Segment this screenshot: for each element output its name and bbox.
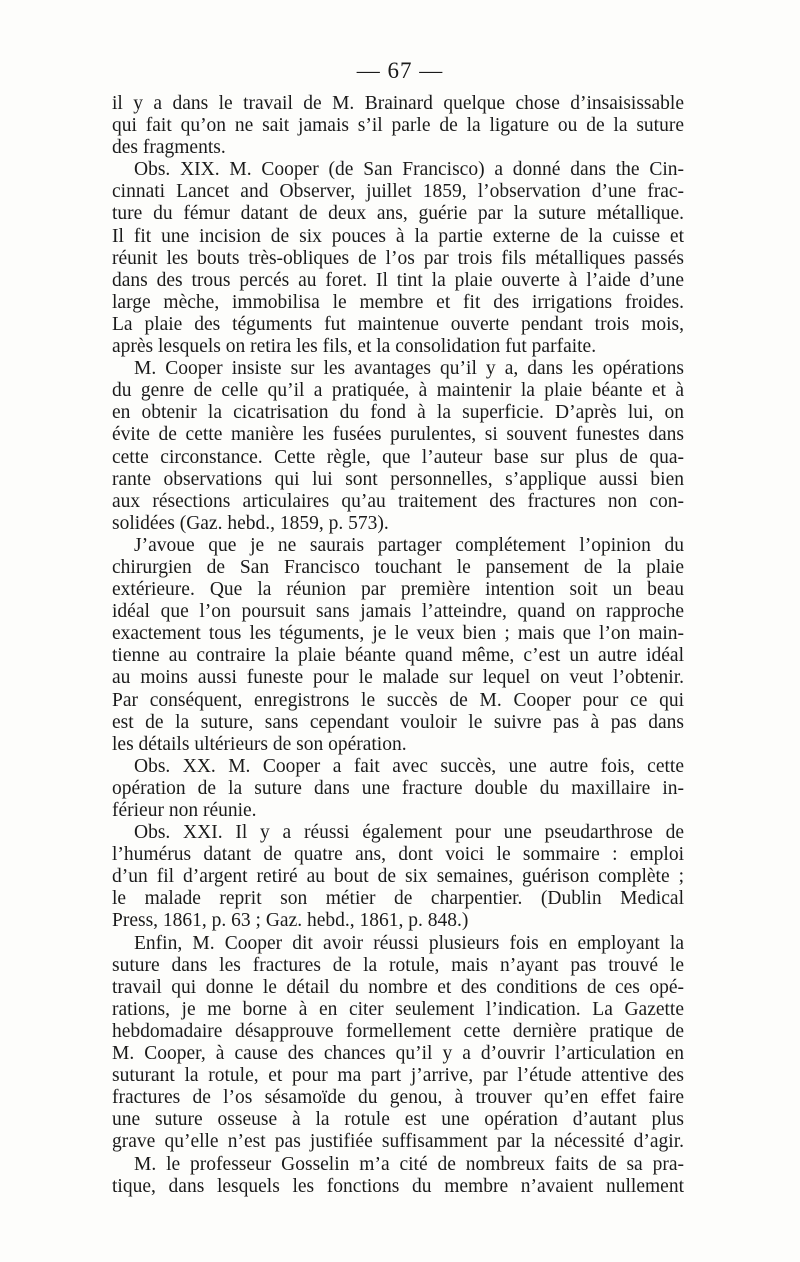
text-line: Obs. XIX. M. Cooper (de San Francisco) a donné dans the Cin-	[134, 159, 684, 181]
text-line: Par conséquent, enregistrons le succès de M. Cooper pour ce qui	[112, 689, 684, 711]
text-line: une suture osseuse à la rotule est une opération d’autant plus	[112, 1109, 684, 1131]
body-text	[112, 93, 684, 1198]
text-line: au moins aussi funeste pour le malade sur lequel on veut l’obtenir.	[112, 667, 684, 689]
text-line: M. le professeur Gosselin m’a cité de nombreux faits de sa pra-	[134, 1153, 684, 1175]
text-line: tique, dans lesquels les fonctions du membre n’avaient nullement	[112, 1175, 684, 1197]
text-line: aux résections articulaires qu’au traitement des fractures non con-	[112, 490, 684, 512]
text-line: du genre de celle qu’il a pratiquée, à maintenir la plaie béante et à	[112, 380, 684, 402]
text-line: cinnati Lancet and Observer, juillet 1859, l’observation d’une frac-	[112, 181, 684, 203]
text-line: réunit les bouts très-obliques de l’os par trois fils métalliques passés	[112, 247, 684, 269]
text-line: le malade reprit son métier de charpentier. (Dublin Medical	[112, 888, 684, 910]
text-line: après lesquels on retira les fils, et la consolidation fut parfaite.	[112, 336, 597, 358]
text-line: Press, 1861, p. 63 ; Gaz. hebd., 1861, p. 848.)	[112, 910, 469, 932]
text-line: rations, je me borne à en citer seulement l’indication. La Gazette	[112, 998, 684, 1020]
text-line: Enfin, M. Cooper dit avoir réussi plusieurs fois en employant la	[134, 932, 684, 954]
text-line: opération de la suture dans une fracture double du maxillaire in-	[112, 777, 684, 799]
text-line: dans des trous percés au foret. Il tint la plaie ouverte à l’aide d’une	[112, 269, 684, 291]
text-line: extérieure. Que la réunion par première intention soit un beau	[112, 579, 684, 601]
text-line: large mèche, immobilisa le membre et fit des irrigations froides.	[112, 291, 684, 313]
text-line: rante observations qui lui sont personnelles, s’applique aussi bien	[112, 468, 684, 490]
text-line: fractures de l’os sésamoïde du genou, à trouver qu’en effet faire	[112, 1087, 684, 1109]
text-line: évite de cette manière les fusées purulentes, si souvent funestes dans	[112, 424, 684, 446]
text-line: des fragments.	[112, 137, 226, 159]
text-line: l’humérus datant de quatre ans, dont voici le sommaire : emploi	[112, 844, 684, 866]
text-line: les détails ultérieurs de son opération.	[112, 733, 407, 755]
text-line: Obs. XXI. Il y a réussi également pour une pseudarthrose de	[134, 822, 684, 844]
text-line: d’un fil d’argent retiré au bout de six semaines, guérison complète ;	[112, 866, 684, 888]
text-line: en obtenir la cicatrisation du fond à la superficie. D’après lui, on	[112, 402, 684, 424]
text-line: cette circonstance. Cette règle, que l’auteur base sur plus de qua-	[112, 446, 684, 468]
text-line: ture du fémur datant de deux ans, guérie par la suture métallique.	[112, 203, 684, 225]
text-line: M. Cooper, à cause des chances qu’il y a d’ouvrir l’articulation en	[112, 1043, 684, 1065]
text-line: Il fit une incision de six pouces à la partie externe de la cuisse et	[112, 225, 684, 247]
text-line: M. Cooper insiste sur les avantages qu’il y a, dans les opérations	[134, 358, 684, 380]
text-line: hebdomadaire désapprouve formellement cette dernière pratique de	[112, 1020, 684, 1042]
text-line: idéal que l’on poursuit sans jamais l’atteindre, quand on rapproche	[112, 601, 684, 623]
text-line: suture dans les fractures de la rotule, mais n’ayant pas trouvé le	[112, 954, 684, 976]
text-line: férieur non réunie.	[112, 800, 257, 821]
text-line: exactement tous les téguments, je le veux bien ; mais que l’on main-	[112, 623, 684, 645]
text-line: chirurgien de San Francisco touchant le pansement de la plaie	[112, 556, 684, 578]
text-line: suturant la rotule, et pour ma part j’arrive, par l’étude attentive des	[112, 1065, 684, 1087]
text-line: grave qu’elle n’est pas justifiée suffisamment par la nécessité d’agir.	[112, 1131, 684, 1153]
text-line: il y a dans le travail de M. Brainard quelque chose d’insaisissable	[112, 93, 684, 114]
text-line: travail qui donne le détail du nombre et des conditions de ces opé-	[112, 976, 684, 998]
text-line: Obs. XX. M. Cooper a fait avec succès, une autre fois, cette	[134, 755, 684, 777]
text-line: solidées (Gaz. hebd., 1859, p. 573).	[112, 512, 389, 534]
text-line: J’avoue que je ne saurais partager complétement l’opinion du	[134, 534, 684, 556]
text-line: tienne au contraire la plaie béante quand même, c’est un autre idéal	[112, 645, 684, 667]
text-line: qui fait qu’on ne sait jamais s’il parle de la ligature ou de la suture	[112, 115, 684, 137]
page-number: — 67 —	[356, 58, 444, 83]
text-line: La plaie des téguments fut maintenue ouverte pendant trois mois,	[112, 313, 684, 335]
text-line: est de la suture, sans cependant vouloir le suivre pas à pas dans	[112, 711, 684, 733]
